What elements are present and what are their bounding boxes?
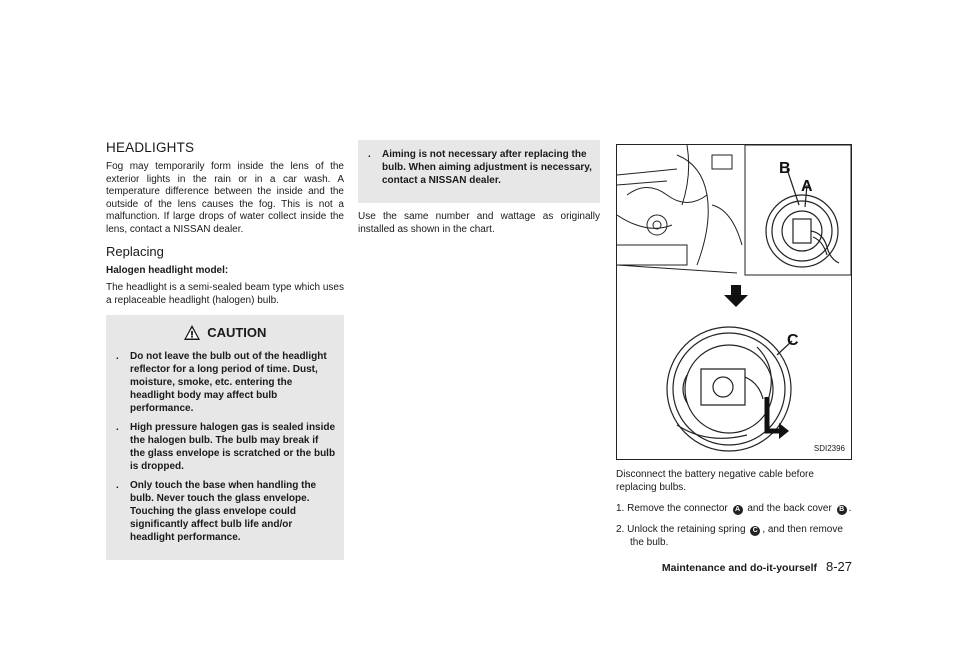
figure-code: SDI2396 xyxy=(813,444,845,453)
list-item: . Only touch the base when handling the bulb. Never touch the glass envelope. Touching the glass envelope could significantly affect bulb life and/or headlight performance. xyxy=(116,480,317,543)
middle-column xyxy=(358,140,600,244)
figure-label-b: B xyxy=(779,160,791,177)
arrow-down-icon xyxy=(724,285,748,307)
list-item: . Aiming is not necessary after replacing the bulb. When aiming adjustment is necessary, contact a NISSAN dealer. xyxy=(368,149,592,186)
headlight-figure xyxy=(616,144,852,460)
caution-box xyxy=(106,315,344,560)
label-c-badge: C xyxy=(750,526,760,536)
figure-label-c: C xyxy=(787,332,799,349)
intro-paragraph: Disconnect the battery negative cable before replacing bulbs. xyxy=(616,469,814,493)
list-item: . High pressure halogen gas is sealed inside the halogen bulb. The bulb may break if the glass envelope is scratched or the bulb is dropped. xyxy=(116,422,336,472)
step-1: 1. Remove the connector A and the back cover B . xyxy=(616,503,852,514)
list-item: . Do not leave the bulb out of the headlight reflector for a long period of time. Dust, moisture, smoke, etc. entering the headlight body may affect bulb performance. xyxy=(116,351,327,414)
section-name: Maintenance and do-it-yourself xyxy=(661,562,818,574)
model-paragraph: The headlight is a semi-sealed beam type which uses a replaceable headlight (halogen) bulb. xyxy=(106,282,344,306)
replacement-steps xyxy=(616,468,852,549)
page-number: 8-27 xyxy=(825,559,852,574)
page-footer xyxy=(662,559,852,574)
right-column xyxy=(616,144,852,557)
left-column xyxy=(106,140,344,560)
headlight-diagram xyxy=(617,145,851,459)
model-heading: Halogen headlight model: xyxy=(106,265,229,276)
step-2: 2. Unlock the retaining spring C , and then remove the bulb. xyxy=(616,524,843,548)
label-a-badge: A xyxy=(733,505,743,515)
warning-icon xyxy=(184,325,200,340)
caution-list xyxy=(114,350,336,544)
caution-title: CAUTION xyxy=(207,325,267,340)
figure-label-a: A xyxy=(801,178,813,195)
label-b-badge: B xyxy=(837,505,847,515)
caution-header xyxy=(114,325,336,340)
intro-paragraph: Fog may temporarily form inside the lens of the exterior lights in the rain or in a car wash. A temperature difference between the inside and the outside of the lens causes the fog. This is not a malfunction. If large drops of water collect inside the lens, contact a NISSAN dealer. xyxy=(106,161,344,235)
bulb-wattage-paragraph: Use the same number and wattage as originally installed as shown in the chart. xyxy=(358,211,600,235)
section-heading: HEADLIGHTS xyxy=(106,140,195,155)
aiming-note-box xyxy=(358,140,600,203)
subheading: Replacing xyxy=(106,244,164,259)
